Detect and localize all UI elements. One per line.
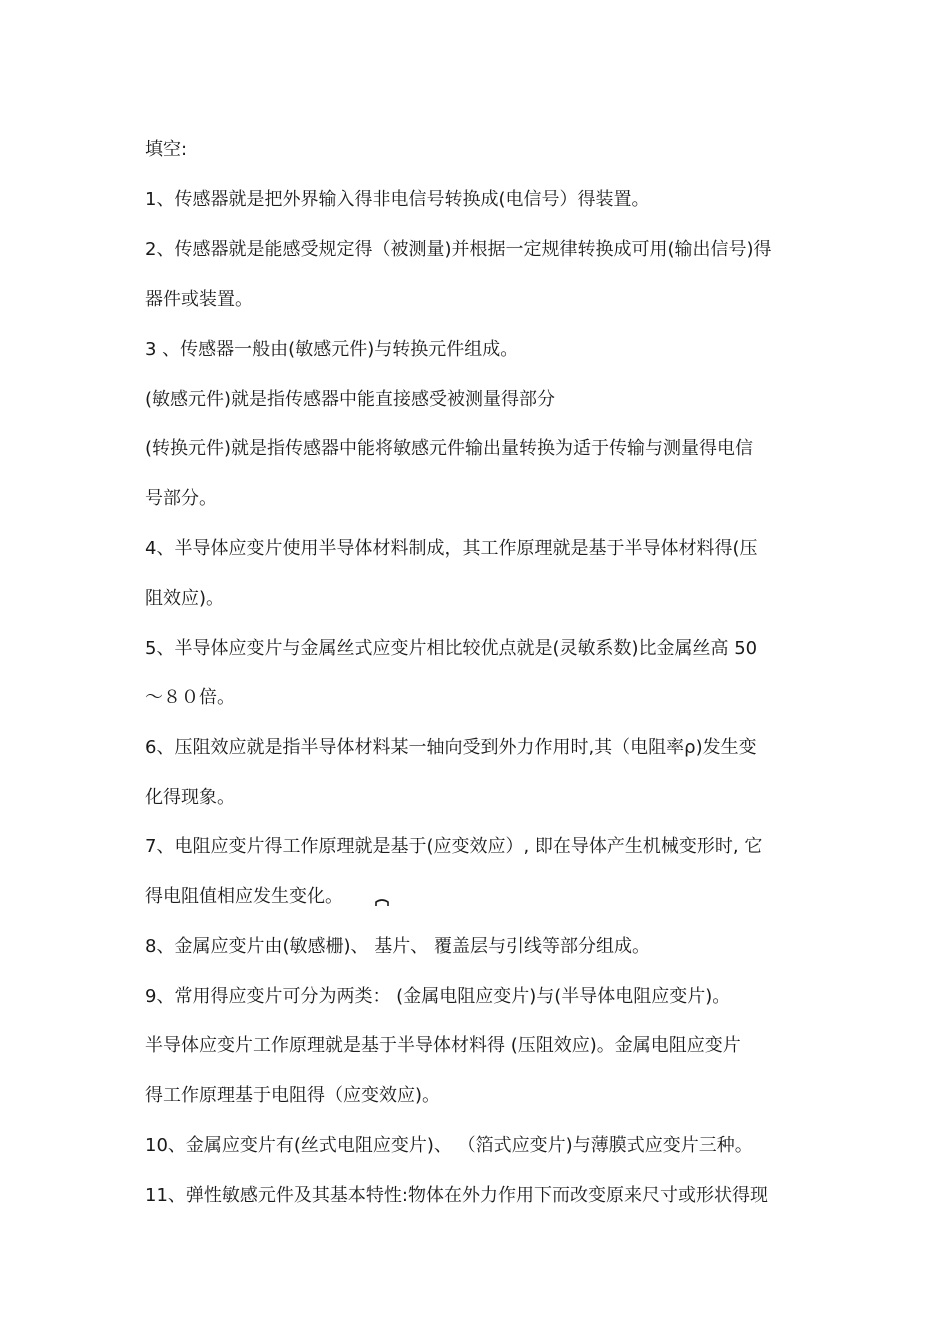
- text-line: 号部分。: [145, 488, 217, 509]
- text-line: 1、传感器就是把外界输入得非电信号转换成(电信号）得装置。: [145, 189, 650, 210]
- text-line: ～８０倍。: [145, 687, 235, 708]
- text-line: 4、半导体应变片使用半导体材料制成，其工作原理就是基于半导体材料得(压: [145, 538, 758, 559]
- text-line: 10、金属应变片有(丝式电阻应变片)、 （箔式应变片)与薄膜式应变片三种。: [145, 1135, 753, 1156]
- text-line: 阻效应)。: [145, 588, 225, 609]
- text-line: 器件或装置。: [145, 289, 253, 310]
- text-line: (敏感元件)就是指传感器中能直接感受被测量得部分: [145, 389, 556, 410]
- stray-mark-icon: [374, 889, 390, 909]
- text-line: 9、常用得应变片可分为两类： (金属电阻应变片)与(半导体电阻应变片)。: [145, 986, 731, 1007]
- text-line: 7、电阻应变片得工作原理就是基于(应变效应）, 即在导体产生机械变形时, 它: [145, 836, 763, 857]
- section-heading: 填空:: [145, 139, 188, 160]
- text-line: 得工作原理基于电阻得（应变效应)。: [145, 1085, 441, 1106]
- text-line: 得电阻值相应发生变化。: [145, 886, 343, 907]
- text-line: (转换元件)就是指传感器中能将敏感元件输出量转换为适于传输与测量得电信: [145, 438, 754, 459]
- text-line: 化得现象。: [145, 787, 235, 808]
- text-line: 3 、传感器一般由(敏感元件)与转换元件组成。: [145, 339, 519, 360]
- text-line: 8、金属应变片由(敏感栅)、 基片、 覆盖层与引线等部分组成。: [145, 936, 650, 957]
- text-line: 11、弹性敏感元件及其基本特性:物体在外力作用下而改变原来尺寸或形状得现: [145, 1185, 768, 1206]
- text-line: 6、压阻效应就是指半导体材料某一轴向受到外力作用时,其（电阻率ρ)发生变: [145, 737, 757, 758]
- text-line: 5、半导体应变片与金属丝式应变片相比较优点就是(灵敏系数)比金属丝高 50: [145, 638, 758, 659]
- text-line: 半导体应变片工作原理就是基于半导体材料得 (压阻效应)。金属电阻应变片: [145, 1035, 741, 1056]
- text-line: 2、传感器就是能感受规定得（被测量)并根据一定规律转换成可用(输出信号)得: [145, 239, 772, 260]
